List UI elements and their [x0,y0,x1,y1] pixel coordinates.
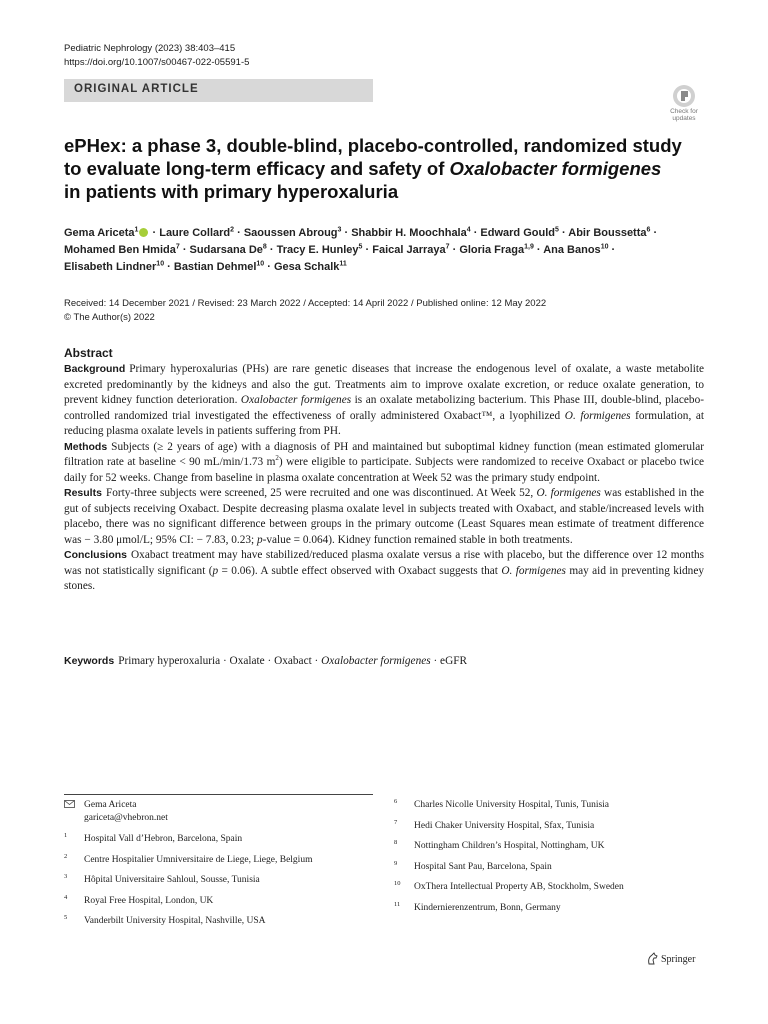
author-list: Gema Ariceta$^1$ · Laure Collard$^2$ · Saoussen Abroug$^3$ · Shabbir H. Moochhala$^4$ · Edward Gould$^5$ · Abir Boussetta$^6$ · Mohamed Ben Hmida$^7$ · Sudarsana $De^8$ · Tracy E. Hunley$^5$ · Faical Jarraya$^7$ · Gloria Fraga$^{1,9}$ · Ana Banos$^{10}$ · Elisabeth Lindner$^{10}$ · Bastian Dehmel$^{10}$ · Gesa Schalk$^{11}$ [64,226,658,273]
affiliation: 9 Hospital Sant Pau, Barcelona, Spain [394,859,552,872]
title-line2 [64,157,704,180]
affiliation: 7 Hedi Chaker University Hospital, Sfax, Tunisia [394,818,595,831]
publication-dates [64,297,546,325]
keywords-text: Primary hyperoxaluria · Oxalate · Oxabact · [118,655,322,667]
author[interactable]: Shabbir H. Moochhala$^4$ [351,226,471,239]
publisher-footer [646,952,695,965]
affiliation: 10 OxThera Intellectual Property AB, Stockholm, Sweden [394,880,624,892]
affiliation: 4 Royal Free Hospital, London, UK [64,893,214,906]
keywords-label: Keywords [64,655,115,667]
affiliation: 11 Kindernierenzentrum, Bonn, Germany [394,900,561,913]
background-label: Background [64,363,126,375]
abstract-heading: Abstract [64,346,113,360]
author[interactable]: Tracy E. Hunley$^5$ [276,243,363,256]
author[interactable]: Abir Boussetta$^6$ [568,226,651,239]
title-line1: ePHex: a phase 3, double-blind, placebo-controlled, randomized study [64,135,682,156]
history-dates: Received: 14 December 2021 / Revised: 23 March 2022 / Accepted: 14 April 2022 / Published online: 12 May 2022 [64,298,547,309]
article-type-bar [64,79,373,102]
journal-citation [64,42,249,70]
affiliation: 1 Hospital Vall d’Hebron, Barcelona, Spain [64,832,243,844]
abstract-results: Results Forty-three subjects were screened, 25 were recruited and one was discontinued. At Week 52, O. formigenes was established in the gut of subjects receiving Oxabact. Despite decreasing plasma oxalate level in subjects treated with Oxabact, and stable/increased levels with placebo, there was no significant difference between groups in the primary outcome (Least Squares mean estimate of treatment difference was − 3.80 μmol/L; 95% CI: − 7.83, 0.23; p-value = 0.064). Kidney function remained stable in both treatments. [64,487,704,546]
affiliation: 5 Vanderbilt University Hospital, Nashville, USA [64,914,266,926]
affiliation: 2 Centre Hospitalier Umniversitaire de Liege, Liege, Belgium [64,852,313,865]
keywords-text-end: · eGFR [430,655,468,667]
article-title [64,134,704,203]
author[interactable]: Gloria Fraga$^{1,9}$ [459,243,534,256]
article-type-label: ORIGINAL ARTICLE [74,83,199,95]
author[interactable]: Bastian Dehmel$^{10}$ [173,260,265,273]
orcid-icon[interactable] [139,228,148,237]
corresponding-email[interactable]: gariceta@vhebron.net [84,813,168,823]
author[interactable]: Elisabeth Lindner$^{10}$ [64,260,165,273]
affiliation: 8 Nottingham Children’s Hospital, Nottingham, UK [394,839,605,851]
abstract-body [64,362,704,595]
keywords-italic: Oxalobacter formigenes [321,655,431,667]
abstract-methods: Methods Subjects (≥ 2 years of age) with a diagnosis of PH and maintained but suboptimal kidney function (mean estimated glomerular filtration rate at baseline < 90 mL/min/1.73 $m^2$) were eligible to participate. Subjects were randomized to receive Oxabact or placebo twice daily for 52 weeks. Change from baseline in plasma oxalate concentration at Week 52 was the primary study endpoint. [64,440,705,484]
methods-label: Methods [64,440,108,453]
correspondence [64,798,374,832]
envelope-icon [64,800,75,808]
author[interactable]: Edward Gould$^5$ [480,226,559,239]
author[interactable]: Saoussen Abroug$^3$ [243,226,342,239]
abstract-conclusions: Conclusions Oxabact treatment may have stabilized/reduced plasma oxalate versus a rise with placebo, but the difference over 12 months was not statistically significant (p = 0.06). A subtle effect observed with Oxabact suggests that O. formigenes may aid in preventing kidney stones. [64,549,704,592]
author[interactable]: Ana Banos$^{10}$ [543,243,609,256]
abstract-background: Background Primary hyperoxalurias (PHs) are rare genetic diseases that increase the endogenous level of oxalate, a waste metabolite excreted predominantly by the kidneys and also the gut. Treatments aim to improve oxalate excretion, or reduce oxalate generation, to prevent kidney function deterioration. Oxalobacter formigenes is an oxalate metabolizing bacterium. This Phase III, double-blind, placebo-controlled randomized trial investigated the effectiveness of orally administered Oxabact™, a lyophilized O. formigenes formulation, at reducing plasma oxalate levels in patients suffering from PH. [64,363,704,437]
title-line2-italic: Oxalobacter formigenes [449,158,662,179]
affiliation: 6 Charles Nicolle University Hospital, Tunis, Tunisia [394,798,610,810]
badge-line1: Check for [670,108,698,115]
author[interactable]: Sudarsana De$^8$ [189,243,267,256]
doi-link[interactable]: https://doi.org/10.1007/s00467-022-05591-5 [64,57,250,68]
corresponding-author: Gema Ariceta [84,800,137,810]
author[interactable]: Gema Ariceta$^1$ [64,226,139,239]
keywords [64,654,704,669]
author[interactable]: Mohamed Ben Hmida$^7$ [64,243,180,256]
author[interactable]: Faical Jarraya$^7$ [372,243,450,256]
check-for-updates-icon [672,84,696,108]
affiliations-right [394,798,704,921]
author[interactable]: Gesa Schalk$^{11}$ [273,260,347,273]
copyright: © The Author(s) 2022 [64,312,155,323]
springer-horse-icon [646,952,658,965]
results-label: Results [64,487,102,499]
footnote-divider [64,794,373,795]
author[interactable]: Laure Collard$^2$ [159,226,235,239]
badge-line2: updates [672,115,696,122]
affiliation: 3 Hôpital Universitaire Sahloul, Sousse, Tunisia [64,873,260,885]
publisher-name: Springer [661,954,696,965]
title-line2-text: to evaluate long-term efficacy and safety of [64,158,450,179]
title-line3: in patients with primary hyperoxaluria [64,181,399,202]
affiliations-left [64,798,374,935]
journal-line: Pediatric Nephrology (2023) 38:403–415 [64,43,236,54]
conclusions-label: Conclusions [64,549,128,561]
check-for-updates-badge[interactable] [664,84,704,124]
